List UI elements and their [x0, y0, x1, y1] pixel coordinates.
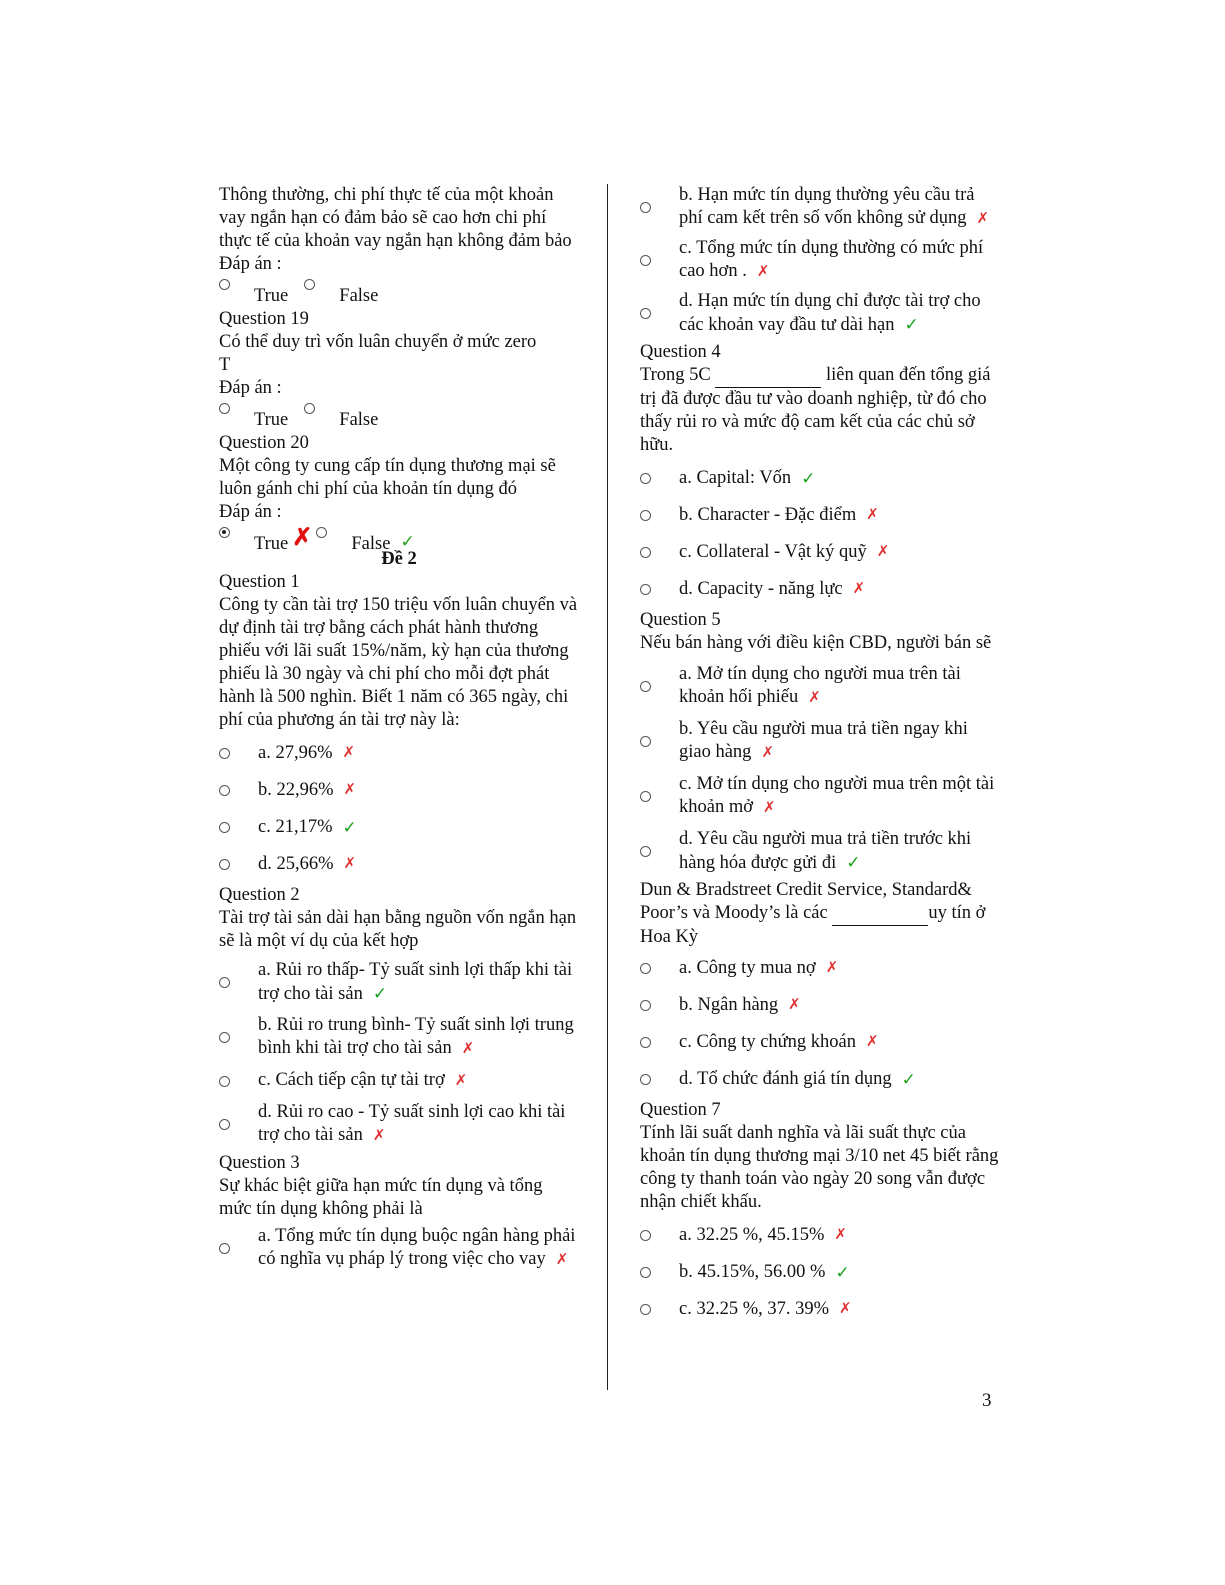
option-label: c. Mở tín dụng cho người mua trên một tài khoản mở ✗: [679, 774, 995, 817]
wrong-mark-icon: ✗: [876, 544, 890, 560]
option-list: [219, 742, 579, 876]
option-label: b. 45.15%, 56.00 %: [679, 1262, 826, 1282]
option-radio[interactable]: [219, 977, 230, 988]
option-radio[interactable]: [640, 963, 651, 974]
option-label: b. Character - Đặc điểm: [679, 505, 857, 525]
radio-false[interactable]: [304, 279, 315, 290]
page-number: 3: [982, 1390, 992, 1411]
option-radio[interactable]: [640, 736, 651, 747]
option-radio[interactable]: [640, 1304, 651, 1315]
option-radio[interactable]: [640, 255, 651, 266]
option-radio[interactable]: [640, 473, 651, 484]
option-radio[interactable]: [640, 308, 651, 319]
wrong-mark-icon: ✗: [808, 690, 821, 706]
option-radio[interactable]: [640, 547, 651, 558]
wrong-mark-icon: ✗: [343, 782, 357, 798]
option-label: d. Tổ chức đánh giá tín dụng: [679, 1069, 892, 1089]
wrong-mark-icon: ✗: [788, 997, 801, 1013]
correct-mark-icon: ✓: [901, 1070, 916, 1089]
wrong-mark-icon: ✗: [866, 1034, 879, 1050]
radio-true-selected[interactable]: [219, 527, 230, 538]
correct-mark-icon: ✓: [835, 1263, 850, 1282]
wrong-mark-icon: ✗: [761, 745, 775, 761]
option-label: a. Capital: Vốn: [679, 468, 792, 488]
option-radio[interactable]: [640, 846, 651, 857]
wrong-mark-icon: ✗: [834, 1227, 847, 1243]
option-label: d. 25,66%: [258, 854, 334, 874]
question-text: Nếu bán hàng với điều kiện CBD, người bán sẽ: [640, 633, 992, 653]
question-title: Question 5: [640, 610, 721, 630]
radio-true[interactable]: [219, 403, 230, 414]
question-title: Question 4: [640, 342, 721, 362]
wrong-mark-icon: ✗: [825, 960, 839, 976]
true-false-group: [219, 276, 579, 308]
option-list: [219, 959, 579, 1148]
option-radio[interactable]: [640, 1037, 651, 1048]
correct-mark-icon: ✓: [342, 818, 357, 837]
option-radio[interactable]: [640, 1074, 651, 1085]
question-note: T: [219, 355, 231, 375]
radio-false[interactable]: [316, 527, 327, 538]
wrong-mark-icon: ✗: [866, 507, 879, 523]
option-label: c. 21,17%: [258, 817, 333, 837]
wrong-mark-icon: ✗: [756, 264, 770, 280]
option-true-label: True: [254, 534, 289, 554]
option-label: b. Yêu cầu người mua trả tiền ngay khi giao hàng ✗: [679, 719, 968, 762]
question-text: Sự khác biệt giữa hạn mức tín dụng và tổng mức tín dụng không phải là: [219, 1176, 543, 1219]
right-column: [640, 184, 1000, 1329]
column-divider: [607, 184, 608, 1390]
option-radio[interactable]: [640, 1000, 651, 1011]
option-label: b. 22,96%: [258, 780, 334, 800]
option-label: c. 32.25 %, 37. 39%: [679, 1299, 830, 1319]
option-radio[interactable]: [219, 1243, 230, 1254]
option-label: a. 27,96%: [258, 743, 333, 763]
question-title: Question 7: [640, 1100, 721, 1120]
option-false-label: False: [339, 286, 379, 306]
correct-mark-icon: ✓: [801, 469, 816, 488]
option-label: c. Cách tiếp cận tự tài trợ ✗: [258, 1070, 468, 1090]
question-text: Tính lãi suất danh nghĩa và lãi suất thực của khoản tín dụng thương mại 3/10 net 45 biết rằng công ty thanh toán vào ngày 20 song vẫn được nhận chiết khấu.: [640, 1123, 999, 1212]
question-text: Công ty cần tài trợ 150 triệu vốn luân chuyển và dự định tài trợ bằng cách phát hành thương phiếu với lãi suất 15%/năm, kỳ hạn của thương phiếu là 30 ngày và chi phí cho mỗi đợt phát hành là 500 nghìn. Biết 1 năm có 365 ngày, chi phí của phương án tài trợ này là:: [219, 595, 578, 730]
question-title: Question 3: [219, 1153, 300, 1173]
option-radio[interactable]: [640, 510, 651, 521]
option-label: c. Công ty chứng khoán: [679, 1032, 857, 1052]
question-text: Dun & Bradstreet Credit Service, Standard& Poor’s và Moody’s là các uy tín ở Hoa Kỳ: [640, 880, 986, 947]
option-label: a. Công ty mua nợ: [679, 958, 816, 978]
radio-false[interactable]: [304, 403, 315, 414]
answer-label: Đáp án :: [219, 378, 282, 398]
option-label: b. Hạn mức tín dụng thường yêu cầu trả phí cam kết trên số vốn không sử dụng ✗: [679, 185, 990, 228]
option-radio[interactable]: [219, 1032, 230, 1043]
option-label: d. Rủi ro cao - Tỷ suất sinh lợi cao khi tài trợ cho tài sản ✗: [258, 1102, 566, 1145]
question-title: Question 20: [219, 433, 309, 453]
option-radio[interactable]: [219, 1119, 230, 1130]
option-list: [219, 1225, 579, 1272]
wrong-mark-icon: ✗: [461, 1041, 475, 1057]
answer-label: Đáp án :: [219, 254, 282, 274]
answer-label: Đáp án :: [219, 502, 282, 522]
question-title: Question 1: [219, 572, 300, 592]
option-label: c. Collateral - Vật ký quỹ: [679, 542, 867, 562]
option-list: [640, 467, 1000, 601]
option-radio[interactable]: [219, 822, 230, 833]
option-label: d. Hạn mức tín dụng chỉ được tài trợ cho các khoản vay đầu tư dài hạn ✓: [679, 291, 981, 335]
option-radio[interactable]: [640, 681, 651, 692]
radio-true[interactable]: [219, 279, 230, 290]
question-title: Question 19: [219, 309, 309, 329]
wrong-mark-icon: ✗: [555, 1252, 569, 1268]
option-radio[interactable]: [640, 791, 651, 802]
question-text: Tài trợ tài sản dài hạn bằng nguồn vốn ngắn hạn sẽ là một ví dụ của kết hợp: [219, 908, 577, 951]
wrong-mark-icon: ✗: [454, 1073, 468, 1089]
wrong-mark-icon: ✗: [343, 856, 357, 872]
wrong-mark-icon: ✗: [763, 800, 776, 816]
option-label: a. Tổng mức tín dụng buộc ngân hàng phải có nghĩa vụ pháp lý trong việc cho vay ✗: [258, 1226, 576, 1269]
option-label: c. Tổng mức tín dụng thường có mức phí cao hơn . ✗: [679, 238, 984, 281]
question-text: Một công ty cung cấp tín dụng thương mại sẽ luôn gánh chi phí của khoản tín dụng đó: [219, 456, 556, 499]
question-text: Có thể duy trì vốn luân chuyển ở mức zero: [219, 332, 537, 352]
question-text: Trong 5C liên quan đến tổng giá trị đã được đầu tư vào doanh nghiệp, từ đó cho thấy rủi ro và mức độ cam kết của các chủ sở hữu.: [640, 365, 991, 455]
option-list: [640, 1224, 1000, 1321]
option-label: b. Ngân hàng: [679, 995, 779, 1015]
wrong-mark-icon: ✗: [839, 1301, 852, 1317]
option-true-label: True: [254, 410, 289, 430]
option-radio[interactable]: [219, 785, 230, 796]
option-label: d. Capacity - năng lực: [679, 579, 843, 599]
option-list: [640, 957, 1000, 1091]
option-radio[interactable]: [640, 202, 651, 213]
left-column: [219, 184, 579, 1272]
wrong-mark-icon: ✗: [372, 1128, 386, 1144]
wrong-mark-icon: ✗: [852, 581, 866, 597]
true-false-group: [219, 400, 579, 432]
option-false-label: False: [339, 410, 379, 430]
option-radio[interactable]: [640, 584, 651, 595]
option-label: d. Yêu cầu người mua trả tiền trước khi hàng hóa được gửi đi ✓: [679, 829, 972, 873]
option-true-label: True: [254, 286, 289, 306]
wrong-mark-icon: ✗: [342, 745, 356, 761]
option-radio[interactable]: [219, 1076, 230, 1087]
option-label: a. Rủi ro thấp- Tỷ suất sinh lợi thấp khi tài trợ cho tài sản ✓: [258, 960, 573, 1004]
question-title: Question 2: [219, 885, 300, 905]
option-list: [640, 663, 1000, 875]
option-radio[interactable]: [219, 748, 230, 759]
wrong-mark-icon: ✗: [976, 211, 990, 227]
option-list: [640, 184, 1000, 337]
option-radio[interactable]: [640, 1267, 651, 1278]
option-radio[interactable]: [640, 1230, 651, 1241]
option-radio[interactable]: [219, 859, 230, 870]
option-false-label: False: [351, 534, 391, 554]
option-label: b. Rủi ro trung bình- Tỷ suất sinh lợi trung bình khi tài trợ cho tài sản ✗: [258, 1015, 574, 1058]
intro-question-text: Thông thường, chi phí thực tế của một khoản vay ngắn hạn có đảm bảo sẽ cao hơn chi phí thực tế của khoản vay ngắn hạn không đảm bảo: [219, 185, 572, 251]
correct-mark-icon: ✓: [372, 984, 388, 1003]
option-label: a. Mở tín dụng cho người mua trên tài khoản hối phiếu ✗: [679, 664, 961, 707]
section-heading: Đề 2: [381, 549, 417, 569]
correct-mark-icon: ✓: [400, 532, 415, 551]
correct-mark-icon: ✓: [904, 315, 919, 334]
correct-mark-icon: ✓: [846, 853, 861, 872]
option-label: a. 32.25 %, 45.15%: [679, 1225, 825, 1245]
wrong-mark-icon: ✗: [292, 525, 313, 551]
